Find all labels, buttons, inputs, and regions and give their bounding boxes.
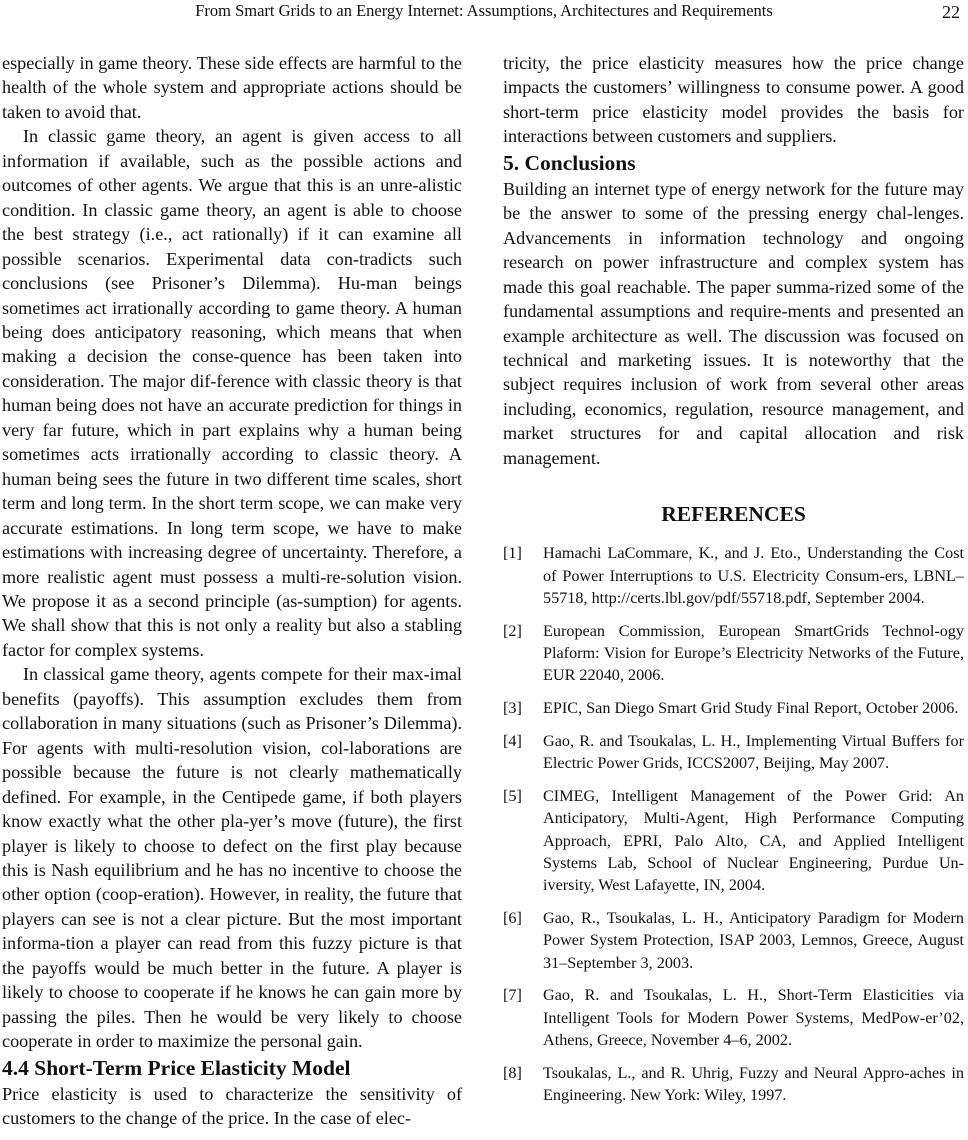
reference-number: [1] [503, 544, 522, 563]
reference-text: Gao, R., Tsoukalas, L. H., Anticipatory Paradigm for Modern Power System Protection, ISAP 2003, Lemnos, Greece, August 31–September 3, 2003. [543, 908, 964, 972]
reference-item [503, 984, 964, 1051]
reference-number: [2] [503, 621, 522, 640]
left-column [2, 51, 462, 1130]
reference-number: [7] [503, 986, 522, 1005]
section-heading-4-4: 4.4 Short-Term Price Elasticity Model [2, 1055, 351, 1080]
reference-item [503, 542, 964, 609]
reference-item [503, 730, 964, 775]
reference-text: Gao, R. and Tsoukalas, L. H., Short-Term Elasticities via Intelligent Tools for Modern Power Systems, MedPow-er’02, Athens, Greece, November 4–6, 2002. [543, 986, 964, 1049]
running-header [0, 0, 968, 26]
references-heading: REFERENCES [661, 502, 806, 527]
reference-item [503, 697, 964, 719]
reference-item [503, 1062, 964, 1107]
reference-item [503, 620, 964, 687]
reference-text: Tsoukalas, L., and R. Uhrig, Fuzzy and Neural Appro-aches in Engineering. New York: Wiley, 1997. [543, 1063, 964, 1104]
paragraph: especially in game theory. These side effects are harmful to the health of the whole system and appropriate actions should be taken to avoid that. [2, 53, 462, 122]
reference-number: [3] [503, 699, 522, 718]
running-title: From Smart Grids to an Energy Internet: Assumptions, Architectures and Requirements [195, 1, 773, 20]
reference-item [503, 785, 964, 896]
reference-text: European Commission, European SmartGrids Technol-ogy Plaform: Vision for Europe’s Electricity Networks of the Future, EUR 22040, 2006. [543, 621, 964, 685]
reference-number: [8] [503, 1063, 522, 1082]
paragraph: tricity, the price elasticity measures how the price change impacts the customers’ willingness to consume power. A good short-term price elasticity model provides the basis for interactions between customers and suppliers. [503, 53, 964, 147]
reference-text: Hamachi LaCommare, K., and J. Eto., Understanding the Cost of Power Interruptions to U.S. Electricity Consum-ers, LBNL–55718, http://certs.lbl.gov/pdf/55718.pdf, September 2004. [543, 544, 964, 607]
reference-number: [5] [503, 786, 522, 805]
reference-text: EPIC, San Diego Smart Grid Study Final Report, October 2006. [543, 699, 959, 718]
references-list [503, 542, 964, 1106]
paragraph: Price elasticity is used to characterize the sensitivity of customers to the change of the price. In the case of elec- [2, 1083, 462, 1129]
section-heading-conclusions: 5. Conclusions [503, 150, 636, 175]
page-number: 22 [942, 2, 960, 22]
right-column [503, 51, 964, 1117]
reference-number: [4] [503, 731, 522, 750]
reference-number: [6] [503, 908, 522, 927]
reference-text: CIMEG, Intelligent Management of the Power Grid: An Anticipatory, Multi-Agent, High Performance Computing Approach, EPRI, Palo Alto, CA, and Applied Intelligent Systems Lab, School of Nuclear Engineering, Purdue Un-iversity, West Lafayette, IN, 2004. [543, 786, 964, 895]
reference-item [503, 907, 964, 974]
paragraph: In classical game theory, agents compete for their max-imal benefits (payoffs). This assumption excludes them from collaboration in many situations (such as Prisoner’s Dilemma). For agents with multi-resolution vision, col-laborations are possible because the future is not clearly mathematically defined. For example, in the Centipede game, if both players know exactly what the other pla-yer’s move (future), the first player is likely to choose to defect on the first play because this is Nash equilibrium and he has no incentive to choose the other option (coop-eration). However, in reality, the future that players can see is not a clear picture. But the most important informa-tion a player can read from this fuzzy picture is that the payoffs would be much better in the future. A player is likely to choose to cooperate if he knows he can gain more by passing the piles. Then he would be very likely to choose cooperate in order to maximize the personal gain. [2, 664, 462, 1052]
paragraph: In classic game theory, an agent is given access to all information if available, such as the possible actions and outcomes of other agents. We argue that this is an unre-alistic condition. In classic game theory, an agent is able to choose the best strategy (i.e., act rationally) if it can examine all possible scenarios. Experimental data con-tradicts such conclusions (see Prisoner’s Dilemma). Hu-man beings sometimes act irrationally according to game theory. A human being does anticipatory reasoning, which means that when making a decision the conse-quence has been taken into consideration. The major dif-ference with classic theory is that human being does not have an accurate prediction for things in very far future, which in part explains why a human being sometimes acts irrationally according to classic theory. A human being sees the future in two different time scales, short term and long term. In the short term scope, we can make very accurate estimations. In long term scope, we have to make estimations with increasing degree of uncertainty. Therefore, a more realistic agent must possess a multi-re-solution vision. We propose it as a second principle (as-sumption) for agents. We shall show that this is not only a reality but also a stabling factor for complex systems. [2, 126, 462, 660]
reference-text: Gao, R. and Tsoukalas, L. H., Implementing Virtual Buffers for Electric Power Grids, ICCS2007, Beijing, May 2007. [543, 731, 964, 773]
paragraph: Building an internet type of energy network for the future may be the answer to some of the pressing energy chal-lenges. Advancements in information technology and ongoing research on power infrastructure and complex system has made this goal reachable. The paper summa-rized some of the fundamental assumptions and require-ments and presented an example architecture as well. The discussion was focused on technical and marketing issues. It is noteworthy that the subject requires inclusion of work from several other areas including, economics, regulation, resource management, and market structures for and capital allocation and risk management. [503, 178, 964, 468]
